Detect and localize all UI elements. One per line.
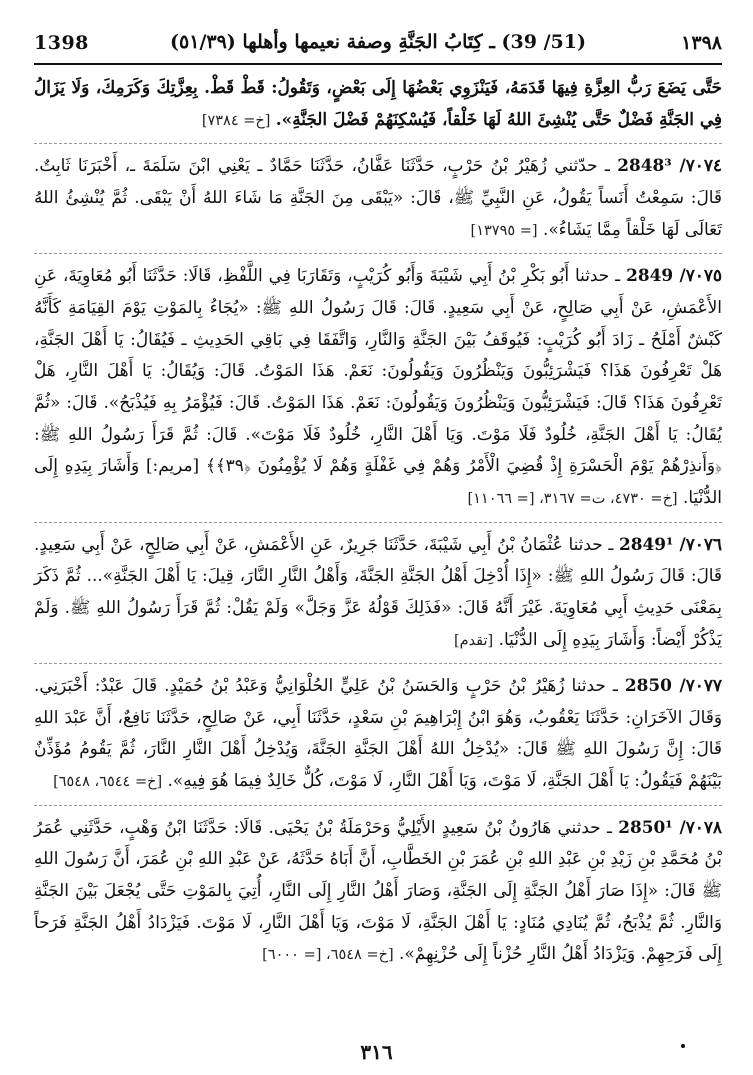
cross-reference: [خ= ٤٧٣٠، ت= ٣١٦٧، [= ١١٠٦٦] <box>467 490 678 507</box>
paragraph-divider <box>34 143 722 144</box>
cross-reference: [خ= ٧٣٨٤] <box>201 112 271 129</box>
hadith-entry <box>34 260 722 515</box>
page-number-arabic: ١٣٩٨ <box>681 32 722 54</box>
paragraph-divider <box>34 663 722 664</box>
hadith-number: ٧٠٧٦/ 2849¹ <box>618 533 722 554</box>
cross-reference: [= ١٣٧٩٥] <box>470 222 538 239</box>
page-folio: ٣١٦ <box>360 1040 393 1064</box>
hadith-text: ـ حدثني هَارُونُ بْنُ سَعِيدٍ الأَيْلِيُّ وَحَرْمَلَةُ بْنُ يَحْيَى. قَالَا: حَدَّثَنَا ابْنُ وَهْبٍ، حَدَّثَنِي عُمَرُ بْنُ مُحَمَّدِ بْنِ زَيْدِ بْنِ عَبْدِ اللهِ بْنِ عُمَرَ بْنِ الخَطَّابِ، أَنَّ أَبَاهُ حَدَّثَهُ، عَنْ عَبْدِ اللهِ بْنِ عُمَرَ، أَنَّ رَسُولَ اللهِ ﷺ قَالَ: «إِذَا صَارَ أَهْلُ الجَنَّةِ إِلَى الجَنَّةِ، وَصَارَ أَهْلُ النَّارِ إِلَى النَّارِ، أُتِيَ بِالمَوْتِ حَتَّى يُجْعَلَ بَيْنَ الجَنَّةِ وَالنَّارِ. ثُمَّ يُذْبَحُ، ثُمَّ يُنَادِي مُنَادٍ: يَا أَهْلَ الجَنَّةِ، لَا مَوْتَ، وَيَا أَهْلَ النَّارِ، لَا مَوْتَ. فَيَزْدَادُ أَهْلُ الجَنَّةِ فَرَحاً إِلَى فَرَحِهِمْ. وَيَزْدَادُ أَهْلُ النَّارِ حُزْناً إِلَى حُزْنِهِمْ». <box>34 816 722 964</box>
hadith-number: ٧٠٧٨/ 2850¹ <box>618 816 722 837</box>
cross-reference: [خ= ٦٥٤٤، ٦٥٤٨] <box>53 774 163 791</box>
paragraph-divider <box>34 253 722 254</box>
running-title: (51/ 39) ـ كِتَابُ الجَنَّةِ وصفة نعيمها وأهلها (٥١/٣٩) <box>170 31 586 53</box>
margin-dot <box>681 1044 685 1048</box>
page-body <box>34 72 722 1002</box>
header-rule <box>34 63 722 65</box>
hadith-entry <box>34 150 722 247</box>
paragraph-divider <box>34 805 722 806</box>
cross-reference: [تقدم] <box>453 632 494 649</box>
hadith-text: ـ حدثنا أَبُو بَكْرِ بْنُ أَبِي شَيْبَةَ وَأَبُو كُرَيْبٍ، وَتَقَارَبَا فِي اللَّفْظِ، قَالَا: حَدَّثَنَا أَبُو مُعَاوِيَةَ، عَنِ الأَعْمَشِ، عَنْ أَبِي صَالِحٍ، عَنْ أَبِي سَعِيدٍ. قَالَ: قَالَ رَسُولُ اللهِ ﷺ: «يُجَاءُ بِالمَوْتِ يَوْمَ القِيَامَةِ كَأَنَّهُ كَبْشٌ أَمْلَحُ ـ زَادَ أَبُو كُرَيْبٍ: فَيُوقَفُ بَيْنَ الجَنَّةِ وَالنَّارِ، وَاتَّفَقَا فِي بَاقِي الحَدِيثِ ـ فَيُقَالُ: يَا أَهْلَ الجَنَّةِ، هَلْ تَعْرِفُونَ هَذَا؟ فَيَشْرَئِبُّونَ وَيَنْظُرُونَ وَيَقُولُونَ: نَعَمْ. هَذَا المَوْتُ. قَالَ: وَيُقَالُ: يَا أَهْلَ النَّارِ، هَلْ تَعْرِفُونَ هَذَا؟ قَالَ: فَيَشْرَئِبُّونَ وَيَنْظُرُونَ وَيَقُولُونَ: نَعَمْ. هَذَا المَوْتُ. قَالَ: فَيُؤْمَرُ بِهِ فَيُذْبَحُ». قَالَ: «ثُمَّ يُقَالُ: يَا أَهْلَ الجَنَّةِ، خُلُودٌ فَلَا مَوْتَ. وَيَا أَهْلَ النَّارِ، خُلُودٌ فَلَا مَوْتَ». قَالَ: ثُمَّ قَرَأَ رَسُولُ اللهِ ﷺ: ﴿وَأَنذِرْهُمْ يَوْمَ الْحَسْرَةِ إِذْ قُضِيَ الْأَمْرُ وَهُمْ فِي غَفْلَةٍ وَهُمْ لَا يُؤْمِنُونَ ﴿٣٩﴾﴾ [مريم:] وَأَشَارَ بِيَدِهِ إِلَى الدُّنْيَا. <box>34 265 722 507</box>
hadith-number: ٧٠٧٧/ 2850 <box>624 675 722 696</box>
hadith-entry <box>34 529 722 658</box>
hadith-text: ـ حدّثني زُهَيْرُ بْنُ حَرْبٍ، حَدَّثَنَا عَفَّانُ، حَدَّثَنَا حَمَّادٌ ـ يَعْنِي ابْنَ سَلَمَةَ ـ، أَخْبَرَنَا ثَابِتٌ. قَالَ: سَمِعْتُ أَنَساً يَقُولُ، عَنِ النَّبِيِّ ﷺ، قَالَ: «يَبْقَى مِنَ الجَنَّةِ مَا شَاءَ اللهُ أَنْ يَبْقَى. ثُمَّ يُنْشِئُ اللهُ تَعَالَى لَهَا خَلْقاً مِمَّا يَشَاءُ». <box>34 155 722 239</box>
hadith-text: حَتَّى يَضَعَ رَبُّ العِزَّةِ فِيهَا قَدَمَهُ، فَيَنْزَوِي بَعْضُهَا إِلَى بَعْضٍ، وَتَقُولُ: قَطْ قَطْ. بِعِزَّتِكَ وَكَرَمِكَ، وَلَا يَزَالُ فِي الجَنَّةِ فَضْلٌ حَتَّى يُنْشِئَ اللهُ لَهَا خَلْقاً، فَيُسْكِنَهُمْ فَضْلَ الجَنَّةِ». <box>34 77 722 129</box>
cross-reference: [خ= ٦٥٤٨، [= ٦٠٠٠] <box>262 947 394 964</box>
page-number-latin: 1398 <box>34 32 89 54</box>
paragraph-continuation <box>34 72 722 137</box>
hadith-text: ـ حدثنا عُثْمَانُ بْنُ أَبِي شَيْبَةَ، حَدَّثَنَا جَرِيرٌ، عَنِ الأَعْمَشِ، عَنْ أَبِي صَالِحٍ، عَنْ أَبِي سَعِيدٍ. قَالَ: قَالَ رَسُولُ اللهِ ﷺ: «إِذَا أُدْخِلَ أَهْلُ الجَنَّةِ الجَنَّةَ، وَأَهْلُ النَّارِ النَّارَ، قِيلَ: يَا أَهْلَ الجَنَّةِ»... ثُمَّ ذَكَرَ بِمَعْنَى حَدِيثِ أَبِي مُعَاوِيَةَ. غَيْرَ أَنَّهُ قَالَ: «فَذَلِكَ قَوْلُهُ عَزَّ وَجَلَّ» وَلَمْ يَقُلْ: ثُمَّ قَرَأَ رَسُولُ اللهِ ﷺ. وَلَمْ يَذْكُرْ أَيْضاً: وَأَشَارَ بِيَدِهِ إِلَى الدُّنْيَا. <box>34 533 722 649</box>
hadith-number: ٧٠٧٤/ 2848³ <box>617 155 722 176</box>
hadith-text: ـ حدثنا زُهَيْرُ بْنُ حَرْبٍ وَالحَسَنُ بْنُ عَلِيٍّ الحُلْوَانِيُّ وَعَبْدُ بْنُ حُمَيْدٍ. قَالَ عَبْدٌ: أَخْبَرَنِي. وَقَالَ الآخَرَانِ: حَدَّثَنَا يَعْقُوبُ، وَهُوَ ابْنُ إِبْرَاهِيمَ بْنِ سَعْدٍ، حَدَّثَنَا أَبِي، عَنْ صَالِحٍ، حَدَّثَنَا نَافِعٌ، أَنَّ عَبْدَ اللهِ قَالَ: إِنَّ رَسُولَ اللهِ ﷺ قَالَ: «يُدْخِلُ اللهُ أَهْلَ الجَنَّةِ الجَنَّةَ، وَيُدْخِلُ أَهْلَ النَّارِ النَّارَ، ثُمَّ يَقُومُ مُؤَذِّنٌ بَيْنَهُمْ فَيَقُولُ: يَا أَهْلَ الجَنَّةِ، لَا مَوْتَ، وَيَا أَهْلَ النَّارِ، لَا مَوْتَ، كُلٌّ خَالِدٌ فِيمَا هُوَ فِيهِ». <box>34 675 722 791</box>
hadith-entry <box>34 670 722 799</box>
page-header <box>34 28 722 60</box>
paragraph-divider <box>34 522 722 523</box>
hadith-entry <box>34 812 722 972</box>
hadith-number: ٧٠٧٥/ 2849 <box>626 265 722 286</box>
